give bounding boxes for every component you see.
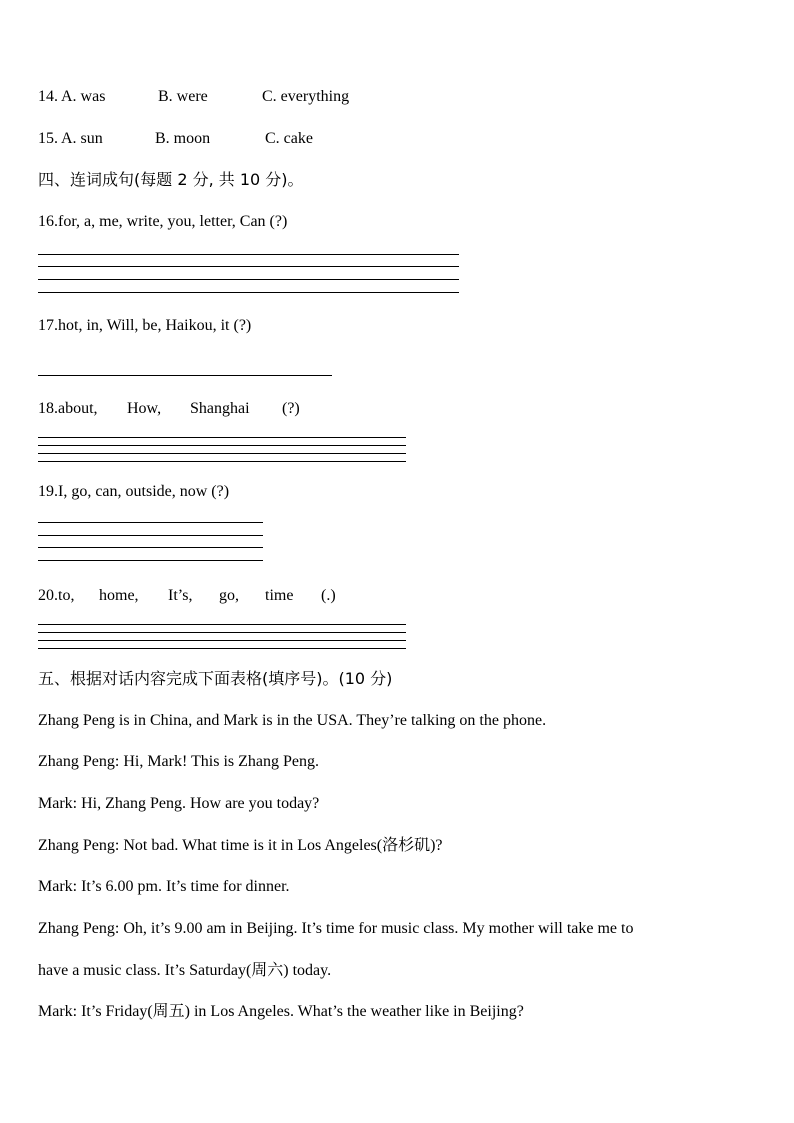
question-17-words: hot, in, Will, be, Haikou, it (?) — [58, 317, 252, 334]
question-17-number: 17. — [38, 317, 58, 334]
option-a: A. was — [61, 88, 106, 105]
answer-line — [38, 547, 263, 548]
question-18-words: about, How, Shanghai (?) — [58, 400, 300, 417]
dialogue-line: Zhang Peng: Hi, Mark! This is Zhang Peng. — [38, 753, 320, 770]
question-20 — [38, 586, 336, 606]
answer-line — [38, 461, 406, 462]
answer-line — [38, 437, 406, 438]
answer-line — [38, 292, 459, 293]
dialogue-line: Mark: Hi, Zhang Peng. How are you today? — [38, 795, 320, 812]
option-c: C. everything — [262, 88, 350, 105]
option-b: B. moon — [155, 130, 211, 147]
answer-line — [38, 648, 406, 649]
question-16 — [38, 212, 287, 232]
dialogue-line: Mark: It’s Friday(周五) in Los Angeles. What’s the weather like in Beijing? — [38, 1003, 524, 1020]
answer-line — [38, 632, 406, 633]
question-14-number: 14. — [38, 88, 58, 105]
option-b: B. were — [158, 88, 208, 105]
answer-line — [38, 535, 263, 536]
answer-line — [38, 375, 332, 376]
answer-line — [38, 522, 263, 523]
section-5-title: 五、根据对话内容完成下面表格(填序号)。(10 分) — [38, 669, 393, 688]
question-19-words: I, go, can, outside, now (?) — [58, 483, 230, 500]
dialogue-line: Zhang Peng: Not bad. What time is it in Los Angeles(洛杉矶)? — [38, 837, 443, 854]
question-17 — [38, 316, 251, 336]
question-16-number: 16. — [38, 213, 58, 230]
dialogue-line: Mark: It’s 6.00 pm. It’s time for dinner. — [38, 878, 290, 895]
question-18-number: 18. — [38, 400, 58, 417]
question-20-words: to, home, It’s, go, time (.) — [58, 587, 336, 604]
answer-line — [38, 624, 406, 625]
answer-line — [38, 254, 459, 255]
dialogue-line: have a music class. It’s Saturday(周六) today. — [38, 962, 332, 979]
question-18 — [38, 399, 300, 419]
answer-line — [38, 445, 406, 446]
section-4-title: 四、连词成句(每题 2 分, 共 10 分)。 — [38, 170, 304, 189]
option-c: C. cake — [265, 130, 313, 147]
answer-line — [38, 266, 459, 267]
question-16-words: for, a, me, write, you, letter, Can (?) — [58, 213, 288, 230]
question-19 — [38, 482, 229, 502]
answer-line — [38, 560, 263, 561]
question-20-number: 20. — [38, 587, 58, 604]
dialogue-line: Zhang Peng: Oh, it’s 9.00 am in Beijing. It’s time for music class. My mother will take me to — [38, 920, 634, 937]
dialogue-line: Zhang Peng is in China, and Mark is in the USA. They’re talking on the phone. — [38, 712, 547, 729]
answer-line — [38, 640, 406, 641]
option-a: A. sun — [61, 130, 103, 147]
answer-line — [38, 279, 459, 280]
answer-line — [38, 453, 406, 454]
question-19-number: 19. — [38, 483, 58, 500]
question-15-number: 15. — [38, 130, 58, 147]
